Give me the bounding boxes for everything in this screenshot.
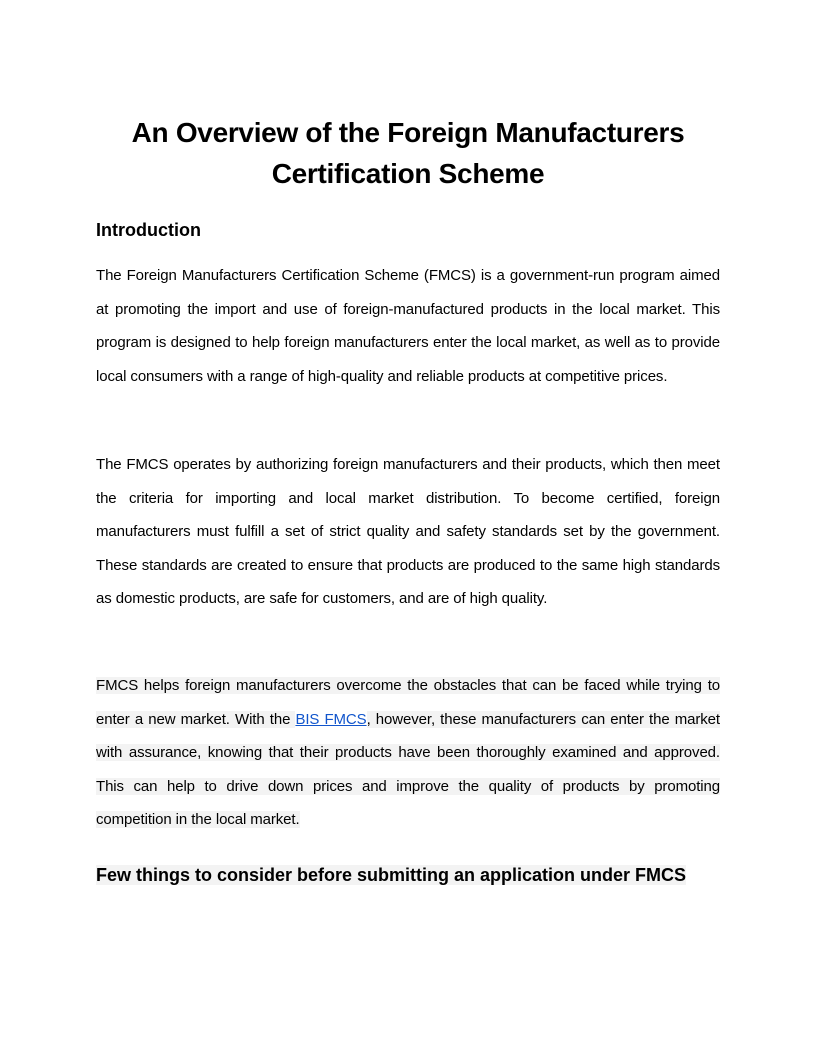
page-title-line-2: Certification Scheme [271,158,545,189]
introduction-heading: Introduction [96,220,201,240]
section-heading-text: Few things to consider before submitting an application under FMCS [96,865,687,885]
section-heading-considerations [96,862,686,888]
paragraph-3-text-start: FMCS helps foreign manufacturers overcome the obstacles that can be faced while trying to enter a new market. With the [96,677,720,728]
page-title-line-1: An Overview of the Foreign Manufacturers [131,117,685,148]
page-title [96,112,720,194]
paragraph-3-text-end: , however, these manufacturers can enter the market with assurance, knowing that their products have been thoroughly examined and approved. This can help to drive down prices and improve the quality of products by promoting competition in the local market. [96,710,720,829]
bis-fmcs-link[interactable]: BIS FMCS [295,710,367,728]
intro-paragraph-3 [96,669,720,837]
intro-paragraph-2: The FMCS operates by authorizing foreign manufacturers and their products, which then meet the criteria for importing and local market distribution. To become certified, foreign manufacturers must fulfill a set of strict quality and safety standards set by the government. These standards are created to ensure that products are produced to the same high standards as domestic products, are safe for customers, and are of high quality. [96,456,720,608]
intro-paragraph-1: The Foreign Manufacturers Certification Scheme (FMCS) is a government-run program aimed at promoting the import and use of foreign-manufactured products in the local market. This program is designed to help foreign manufacturers enter the local market, as well as to provide local consumers with a range of high-quality and reliable products at competitive prices. [96,267,720,385]
